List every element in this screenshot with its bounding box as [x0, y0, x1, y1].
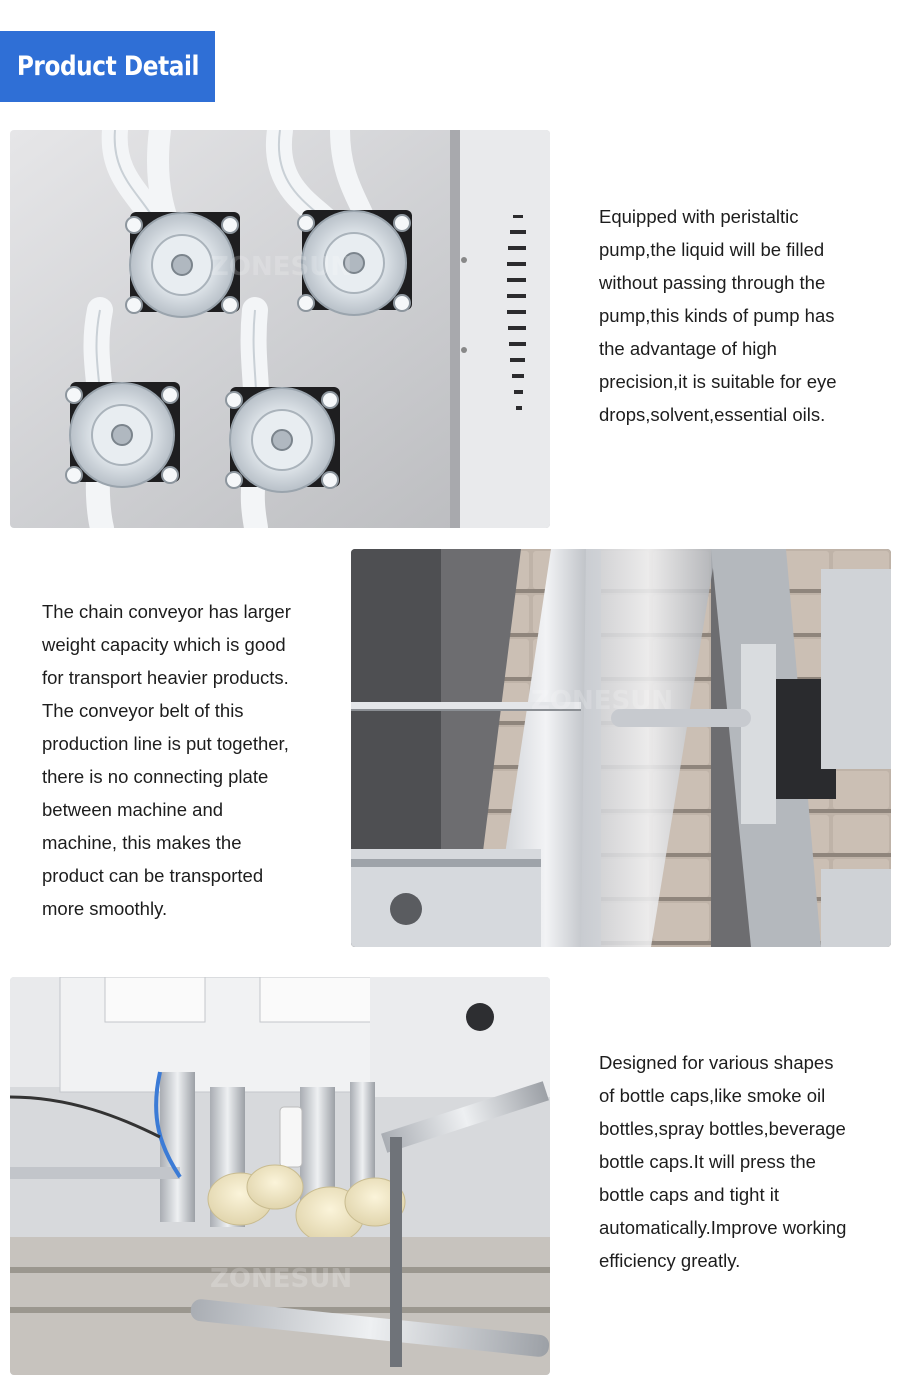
- capping-description-line: efficiency greatly.: [599, 1250, 741, 1271]
- capping-description-line: Designed for various shapes: [599, 1052, 834, 1073]
- conveyor-description-line: between machine and: [42, 799, 224, 820]
- watermark-text: ZONESUN: [210, 1264, 353, 1294]
- conveyor-description-line: production line is put together,: [42, 733, 289, 754]
- pump-description: [599, 200, 879, 431]
- conveyor-description-line: The chain conveyor has larger: [42, 601, 291, 622]
- pump-description-line: Equipped with peristaltic: [599, 206, 799, 227]
- pump-description-line: pump,the liquid will be filled: [599, 239, 825, 260]
- pump-description-line: precision,it is suitable for eye: [599, 371, 837, 392]
- conveyor-description-line: more smoothly.: [42, 898, 168, 919]
- conveyor-description-line: product can be transported: [42, 865, 264, 886]
- conveyor-description-line: there is no connecting plate: [42, 766, 269, 787]
- capping-description: [599, 1046, 889, 1277]
- capping-description-line: automatically.Improve working: [599, 1217, 847, 1238]
- chain-conveyor-photo: [351, 549, 891, 947]
- watermark-text: ZONESUN: [531, 686, 674, 716]
- pump-description-line: the advantage of high: [599, 338, 777, 359]
- watermark-text: ZONESUN: [210, 252, 353, 282]
- conveyor-description-line: for transport heavier products.: [42, 667, 289, 688]
- conveyor-description: [42, 595, 332, 925]
- capping-description-line: bottle caps.It will press the: [599, 1151, 816, 1172]
- conveyor-description-line: The conveyor belt of this: [42, 700, 244, 721]
- pump-description-line: pump,this kinds of pump has: [599, 305, 835, 326]
- capping-description-line: of bottle caps,like smoke oil: [599, 1085, 826, 1106]
- conveyor-description-line: machine, this makes the: [42, 832, 242, 853]
- capping-description-line: bottle caps and tight it: [599, 1184, 779, 1205]
- banner-title: Product Detail: [16, 51, 199, 82]
- capping-machine-photo: [10, 977, 550, 1375]
- conveyor-description-line: weight capacity which is good: [42, 634, 286, 655]
- capping-description-line: bottles,spray bottles,beverage: [599, 1118, 846, 1139]
- pump-description-line: without passing through the: [599, 272, 826, 293]
- product-detail-banner: [0, 31, 215, 102]
- pump-description-line: drops,solvent,essential oils.: [599, 404, 826, 425]
- peristaltic-pump-photo: [10, 130, 550, 528]
